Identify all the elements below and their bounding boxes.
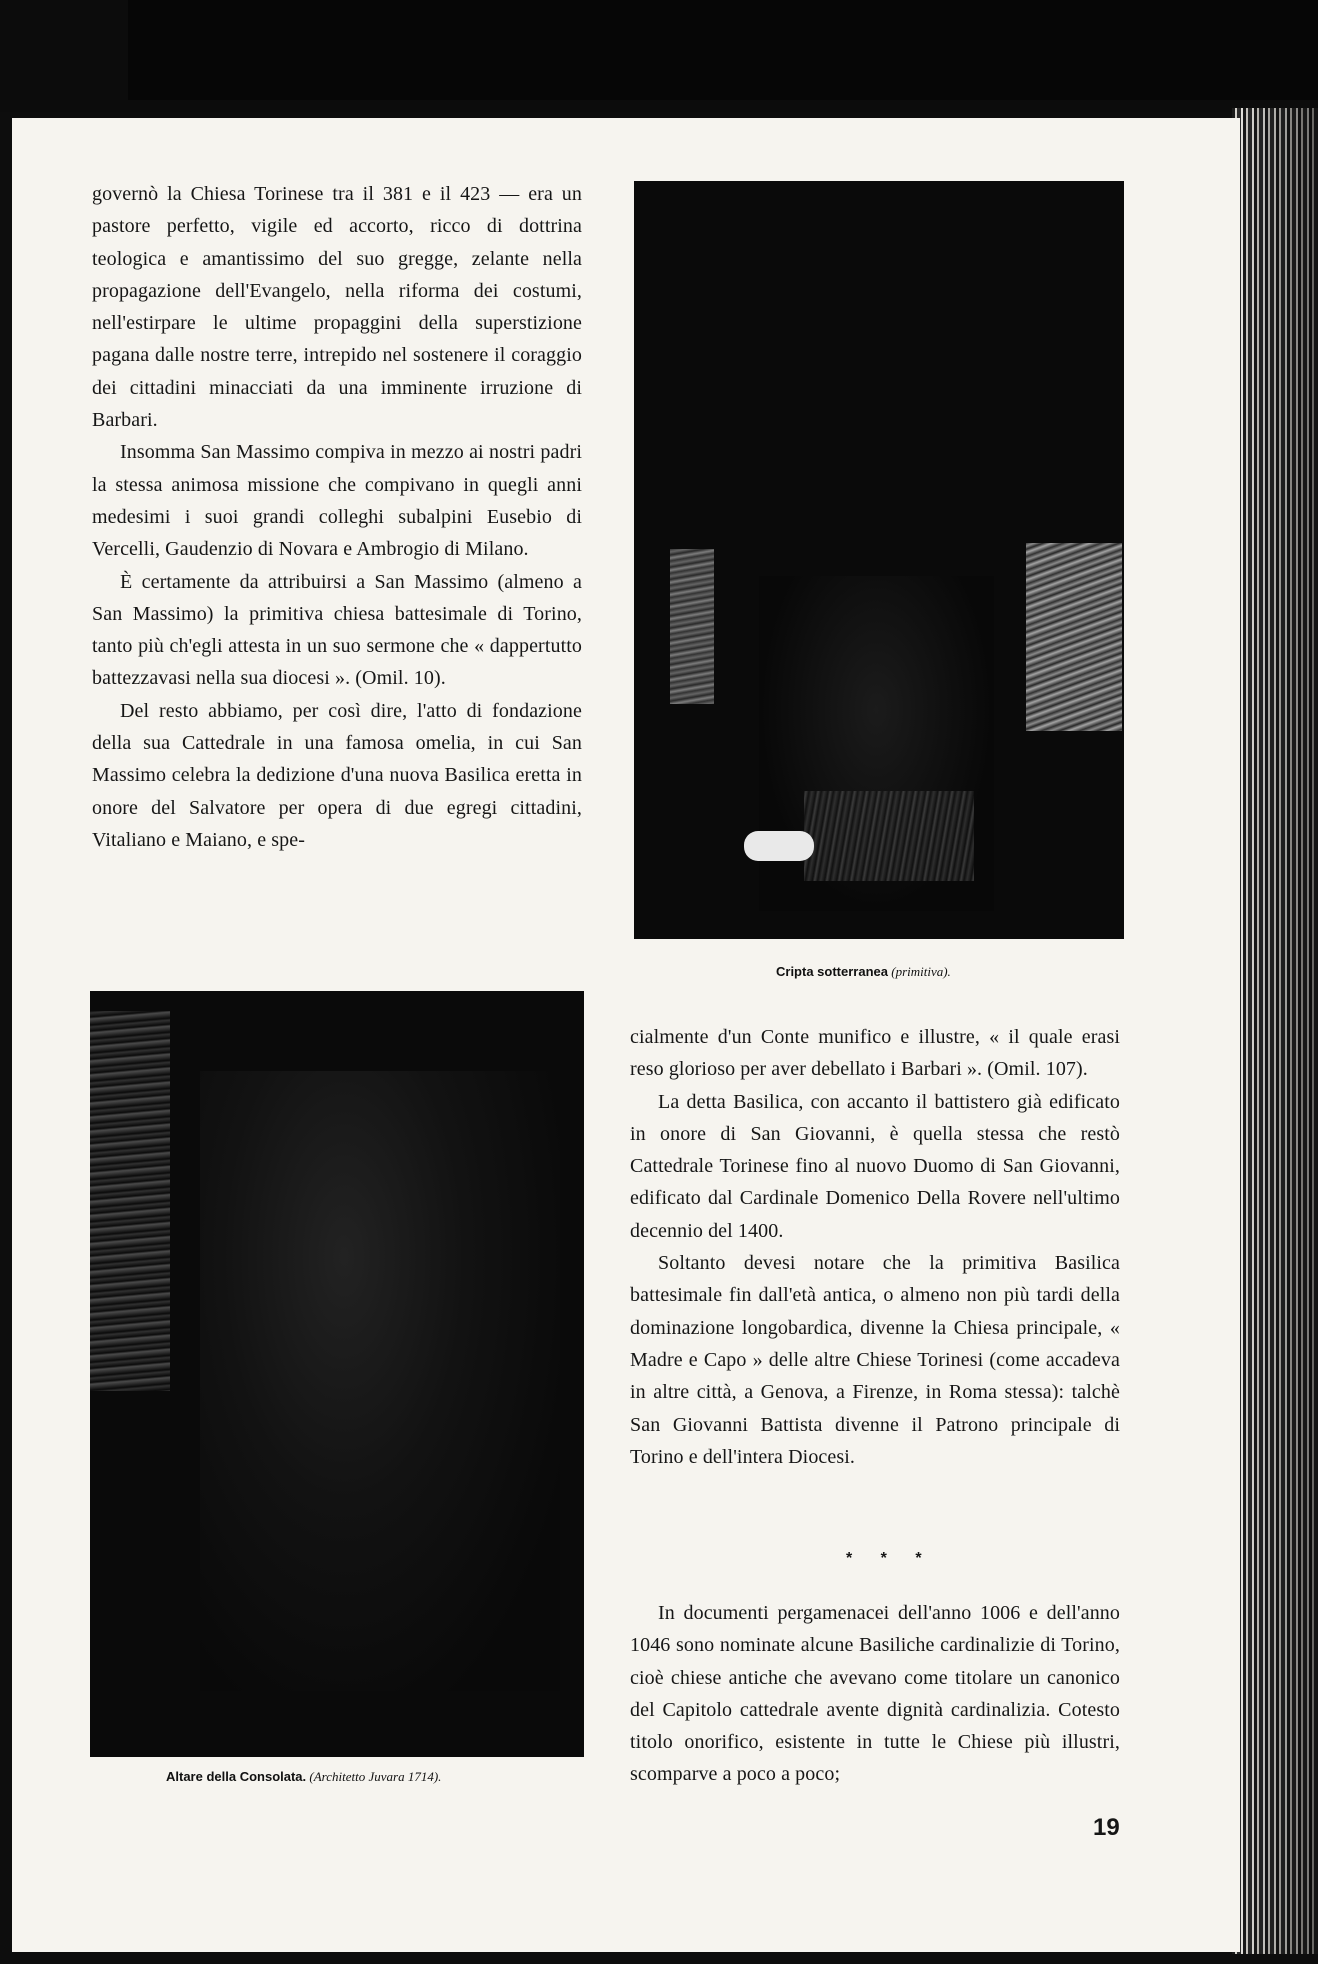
paragraph: cialmente d'un Conte munifico e illustre, « il quale erasi reso glorioso per aver debellato i Barbari ». (Omil. 107).	[630, 1026, 1120, 1081]
paragraph: In documenti pergamenacei dell'anno 1006 e dell'anno 1046 sono nominate alcune Basiliche cardinalizie di Torino, cioè chiese antiche che avevano come titolare un canonico del Capitolo cattedrale avente dignità cardinalizia. Cotesto titolo onorifico, esistente in tutte le Chiese più illustri, scomparve a poco a poco;	[630, 1602, 1120, 1786]
crypt-caption	[776, 964, 951, 980]
paragraph: È certamente da attribuirsi a San Massimo (almeno a San Massimo) la primitiva chiesa battesimale di Torino, tanto più ch'egli attesta in un suo sermone che « dappertutto battezzavasi nella sua diocesi ». (Omil. 10).	[92, 570, 582, 690]
section-separator: * * *	[846, 1550, 934, 1567]
altar-caption-title: Altare della Consolata.	[166, 1769, 307, 1784]
paragraph: governò la Chiesa Torinese tra il 381 e il 423 — era un pastore perfetto, vigile ed accorto, ricco di dottrina teologica e amantissimo del suo gregge, zelante nella propagazione dell'Evangelo, nella riforma dei costumi, nell'estirpare le ultime propaggini della superstizione pagana dalle nostre terre, intrepido nel sostenere il coraggio dei cittadini minacciati da una imminente irruzione di Barbari.	[92, 183, 582, 432]
paragraph: Insomma San Massimo compiva in mezzo ai nostri padri la stessa animosa missione che compivano in quegli anni medesimi i suoi grandi colleghi subalpini Eusebio di Vercelli, Gaudenzio di Novara e Ambrogio di Milano.	[92, 441, 582, 561]
scan-dark-border	[0, 0, 1318, 112]
altar-caption	[166, 1769, 441, 1785]
left-text-column	[92, 178, 582, 856]
paragraph: La detta Basilica, con accanto il battistero già edificato in onore di San Giovanni, è quella stessa che restò Cattedrale Torinese fino al nuovo Duomo di San Giovanni, edificato dal Cardinale Domenico Della Rovere nell'ultimo decennio del 1400.	[630, 1090, 1120, 1242]
book-page-edges	[1232, 108, 1318, 1954]
altar-photo	[90, 991, 584, 1757]
paragraph: Soltanto devesi notare che la primitiva Basilica battesimale fin dall'età antica, o almeno non più tardi della dominazione longobardica, divenne la Chiesa principale, « Madre e Capo » delle altre Chiese Torinesi (come accadeva in altre città, a Genova, a Firenze, in Roma stessa): talchè San Giovanni Battista divenne il Patrono principale di Torino e dell'intera Diocesi.	[630, 1252, 1120, 1468]
crypt-caption-note: (primitiva).	[891, 964, 951, 979]
page-number: 19	[1093, 1814, 1120, 1841]
crypt-photo	[634, 181, 1124, 939]
altar-caption-note: (Architetto Juvara 1714).	[309, 1769, 442, 1784]
paragraph: Del resto abbiamo, per così dire, l'atto di fondazione della sua Cattedrale in una famosa omelia, in cui San Massimo celebra la dedizione d'una nuova Basilica eretta in onore del Salvatore per opera di due egregi cittadini, Vitaliano e Maiano, e spe-	[92, 699, 582, 851]
right-text-continuation	[630, 1597, 1120, 1791]
right-text-column	[630, 1021, 1120, 1473]
crypt-caption-title: Cripta sotterranea	[776, 964, 888, 979]
